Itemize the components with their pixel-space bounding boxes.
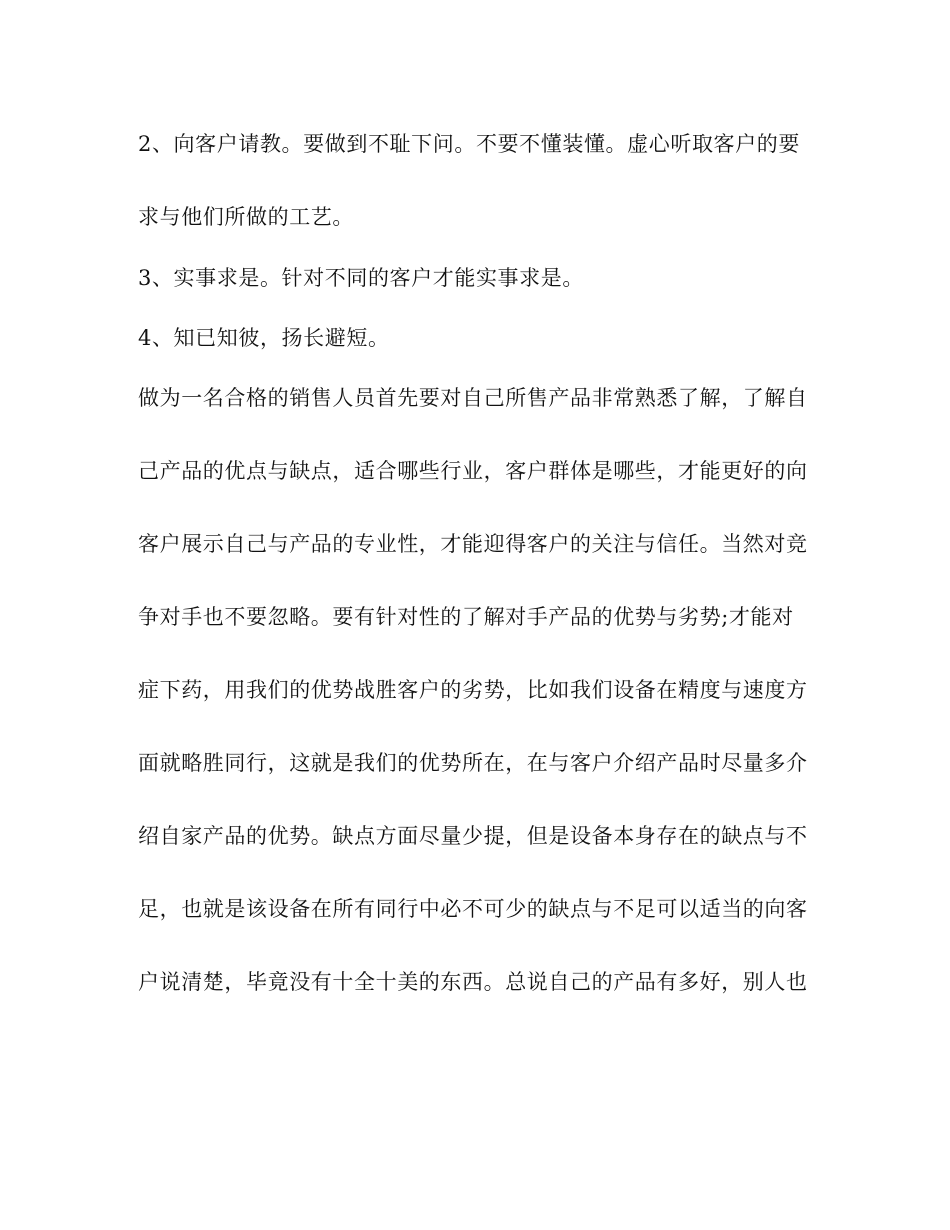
item-4-line: 4、知已知彼，扬长避短。	[138, 326, 390, 350]
item-2-line-2: 求与他们所做的工艺。	[138, 205, 354, 229]
paragraph-line: 争对手也不要忽略。要有针对性的了解对手产品的优势与劣势;才能对	[138, 605, 794, 629]
item-2-line-1: 2、向客户请教。要做到不耻下问。不要不懂装懂。虚心听取客户的要	[138, 132, 800, 156]
paragraph-line: 足，也就是该设备在所有同行中必不可少的缺点与不足可以适当的向客	[138, 897, 808, 921]
paragraph-line: 绍自家产品的优势。缺点方面尽量少提，但是设备本身存在的缺点与不	[138, 824, 808, 848]
paragraph-line: 客户展示自己与产品的专业性，才能迎得客户的关注与信任。当然对竞	[138, 532, 808, 556]
paragraph-line: 己产品的优点与缺点，适合哪些行业，客户群体是哪些，才能更好的向	[138, 459, 808, 483]
item-3-line: 3、实事求是。针对不同的客户才能实事求是。	[138, 266, 584, 290]
paragraph-line: 户说清楚，毕竟没有十全十美的东西。总说自己的产品有多好，别人也	[138, 970, 808, 994]
paragraph-line: 面就略胜同行，这就是我们的优势所在，在与客户介绍产品时尽量多介	[138, 751, 808, 775]
paragraph-line: 症下药，用我们的优势战胜客户的劣势，比如我们设备在精度与速度方	[138, 678, 808, 702]
paragraph-line: 做为一名合格的销售人员首先要对自己所售产品非常熟悉了解，了解自	[138, 386, 808, 410]
